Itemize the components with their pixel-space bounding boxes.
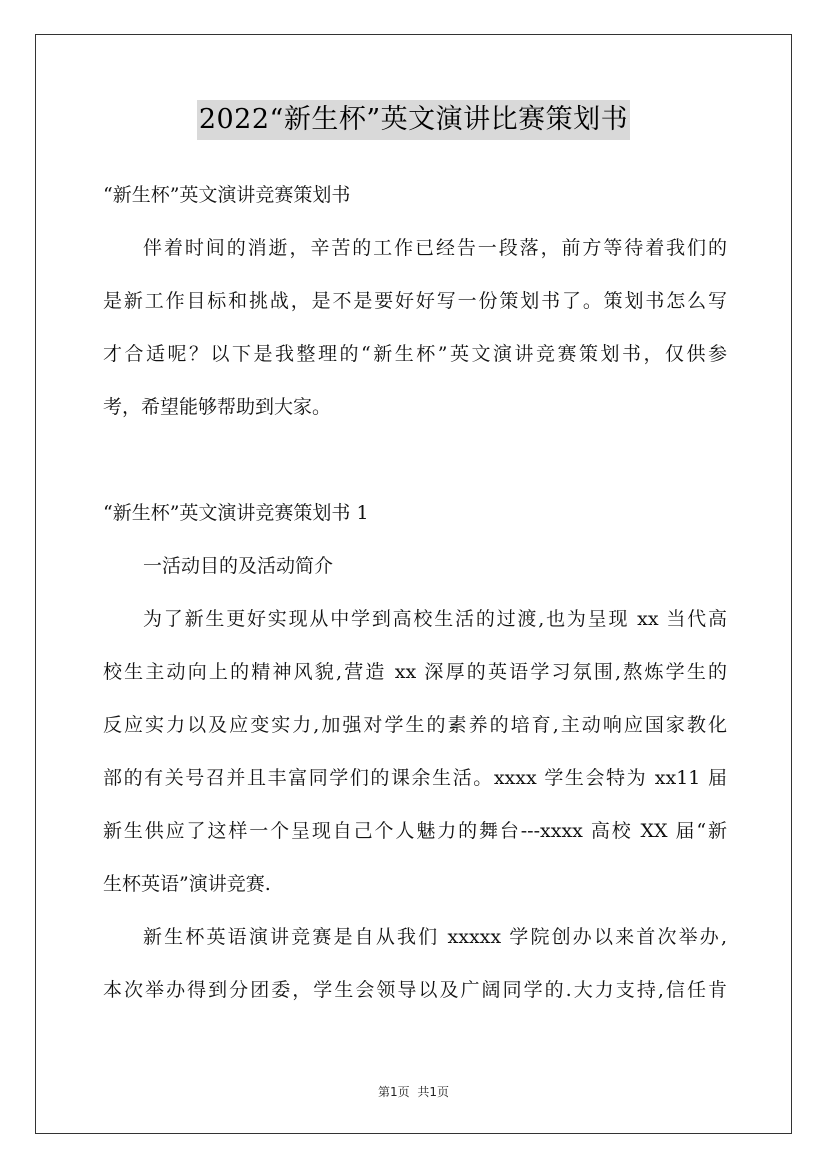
page-number: 第1页 (377, 1085, 410, 1099)
page-footer (0, 1083, 827, 1100)
document-body (103, 169, 727, 1017)
intro-line: 考，希望能够帮助到大家。 (103, 396, 332, 418)
paragraph-line: 为了新生更好实现从中学到高校生活的过渡,也为呈现 xx 当代高 (143, 608, 727, 630)
paragraph-line: 新生杯英语演讲竞赛是自从我们 xxxxx 学院创办以来首次举办, (143, 926, 727, 948)
subtitle: “新生杯”英文演讲竞赛策划书 (103, 184, 351, 206)
paragraph-line: 校生主动向上的精神风貌,营造 xx 深厚的英语学习氛围,熬炼学生的 (103, 661, 727, 683)
page-total: 共1页 (417, 1085, 450, 1099)
paragraph-line: 反应实力以及应变实力,加强对学生的素养的培育,主动响应国家教化 (103, 714, 727, 736)
intro-line: 伴着时间的消逝，辛苦的工作已经告一段落，前方等待着我们的 (143, 237, 727, 259)
paragraph-line: 新生供应了这样一个呈现自己个人魅力的舞台---xxxx 高校 XX 届“新 (103, 820, 727, 842)
section-heading: “新生杯”英文演讲竞赛策划书 1 (103, 502, 369, 524)
paragraph-line: 生杯英语”演讲竞赛. (103, 873, 271, 895)
paragraph-line: 部的有关号召并且丰富同学们的课余生活。xxxx 学生会特为 xx11 届 (103, 767, 727, 789)
paragraph-line: 本次举办得到分团委，学生会领导以及广阔同学的.大力支持,信任肯 (103, 979, 727, 1001)
paragraph-gap (103, 434, 727, 487)
intro-line: 才合适呢？以下是我整理的“新生杯”英文演讲竞赛策划书，仅供参 (103, 343, 727, 365)
intro-line: 是新工作目标和挑战，是不是要好好写一份策划书了。策划书怎么写 (103, 290, 727, 312)
title-container (0, 100, 827, 140)
document-title: 2022“新生杯”英文演讲比赛策划书 (197, 100, 630, 140)
section-subheading: 一活动目的及活动简介 (143, 555, 334, 577)
